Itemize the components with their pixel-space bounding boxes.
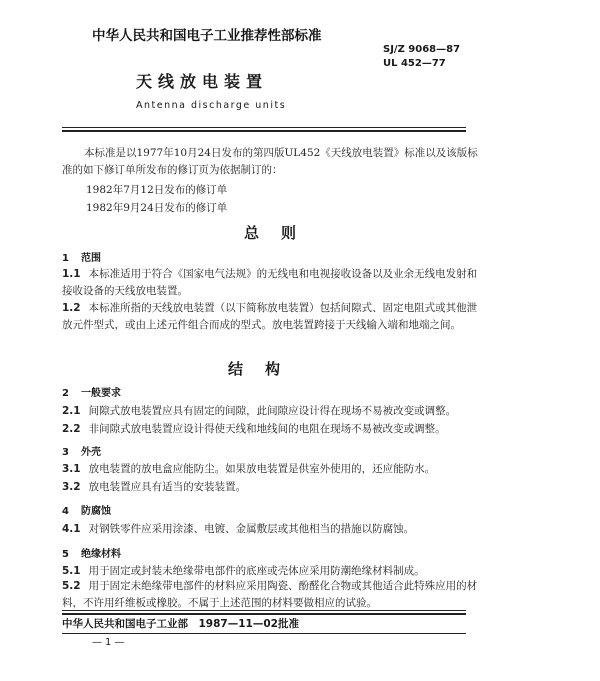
clause-number: 5.2 bbox=[62, 580, 81, 592]
section-1-number: 1 bbox=[62, 253, 69, 264]
section-2-label: 一般要求 bbox=[80, 388, 121, 399]
clause-text: 用于固定或封装未绝缘带电部件的底座或壳体应采用防潮绝缘材料制成。 bbox=[88, 565, 425, 577]
section-1-label: 范围 bbox=[80, 253, 101, 264]
top-rule bbox=[62, 127, 466, 128]
document-title: 天线放电装置 bbox=[136, 72, 269, 91]
revision-1: 1982年7月12日发布的修订单 bbox=[86, 184, 228, 196]
clause-2-1 bbox=[62, 403, 456, 418]
section-5-number: 5 bbox=[62, 549, 69, 560]
clause-number: 5.1 bbox=[62, 565, 81, 577]
clause-number: 2.1 bbox=[62, 405, 81, 417]
section-4-label: 防腐蚀 bbox=[80, 506, 111, 517]
clause-number: 1.1 bbox=[62, 268, 81, 280]
intro-text: 本标准是以1977年10月24日发布的第四版UL452《天线放电装置》标准以及该版标准的如下修订单所发布的修订页为依据制订的： bbox=[62, 147, 478, 176]
clause-number: 1.2 bbox=[62, 302, 81, 314]
clause-2-2 bbox=[62, 421, 446, 436]
clause-1-1 bbox=[62, 266, 482, 300]
clause-text: 放电装置应具有适当的安装装置。 bbox=[88, 481, 247, 493]
top-rule-double bbox=[62, 130, 466, 132]
clause-3-1 bbox=[62, 461, 435, 476]
clause-number: 2.2 bbox=[62, 423, 81, 435]
clause-text: 本标准所指的天线放电装置（以下简称放电装置）包括间隙式、固定电阻式或其他泄放元件型式，或由上述元件组合而成的型式。放电装置跨接于天线输入端和地端之间。 bbox=[62, 302, 478, 331]
standard-code: SJ/Z 9068—87 bbox=[383, 44, 461, 55]
section-2-number: 2 bbox=[62, 388, 69, 399]
clause-text: 放电装置的放电盒应能防尘。如果放电装置是供室外使用的，还应能防水。 bbox=[88, 463, 436, 475]
approval-line: 中华人民共和国电子工业部 1987—11—02批准 bbox=[62, 618, 299, 630]
clause-4-1 bbox=[62, 521, 414, 536]
clause-5-1 bbox=[62, 563, 425, 578]
intro-paragraph bbox=[62, 145, 478, 179]
clause-text: 本标准适用于符合《国家电气法规》的无线电和电视接收设备以及业余无线电发射和接收设备的天线放电装置。 bbox=[62, 268, 478, 297]
section-5-label: 绝缘材料 bbox=[80, 549, 121, 560]
general-heading: 总则 bbox=[244, 224, 319, 242]
revision-2: 1982年9月24日发布的修订单 bbox=[86, 202, 228, 214]
clause-number: 3.1 bbox=[62, 463, 81, 475]
footer-rule-double bbox=[62, 613, 466, 615]
org-title: 中华人民共和国电子工业推荐性部标准 bbox=[92, 28, 322, 44]
section-4-title bbox=[62, 502, 111, 517]
section-3-label: 外壳 bbox=[80, 447, 101, 458]
clause-text: 用于固定未绝缘带电部件的材料应采用陶瓷、酚醛化合物或其他适合此特殊应用的材料，不许用纤维板或橡胶。不属于上述范围的材料要做相应的试验。 bbox=[62, 580, 478, 609]
section-2-title bbox=[62, 384, 121, 399]
section-1-title bbox=[62, 249, 101, 264]
page-number: —1— bbox=[92, 637, 128, 648]
structure-heading: 结构 bbox=[228, 360, 303, 378]
document-subtitle-en: Antenna discharge units bbox=[136, 100, 287, 111]
clause-text: 对钢铁零件应采用涂漆、电镀、金属敷层或其他相当的措施以防腐蚀。 bbox=[88, 523, 415, 535]
clause-1-2 bbox=[62, 300, 482, 334]
clause-text: 间隙式放电装置应具有固定的间隙，此间隙应设计得在现场不易被改变或调整。 bbox=[88, 405, 457, 417]
footer-bottom-rule bbox=[62, 633, 466, 634]
ul-code: UL 452—77 bbox=[383, 58, 446, 69]
clause-text: 非间隙式放电装置应设计得使天线和地线间的电阻在现场不易被改变或调整。 bbox=[88, 423, 446, 435]
section-5-title bbox=[62, 545, 121, 560]
section-3-title bbox=[62, 443, 101, 458]
footer-rule bbox=[62, 610, 466, 611]
clause-3-2 bbox=[62, 479, 246, 494]
section-4-number: 4 bbox=[62, 506, 69, 517]
clause-number: 4.1 bbox=[62, 523, 81, 535]
section-3-number: 3 bbox=[62, 447, 69, 458]
clause-number: 3.2 bbox=[62, 481, 81, 493]
clause-5-2 bbox=[62, 578, 482, 612]
